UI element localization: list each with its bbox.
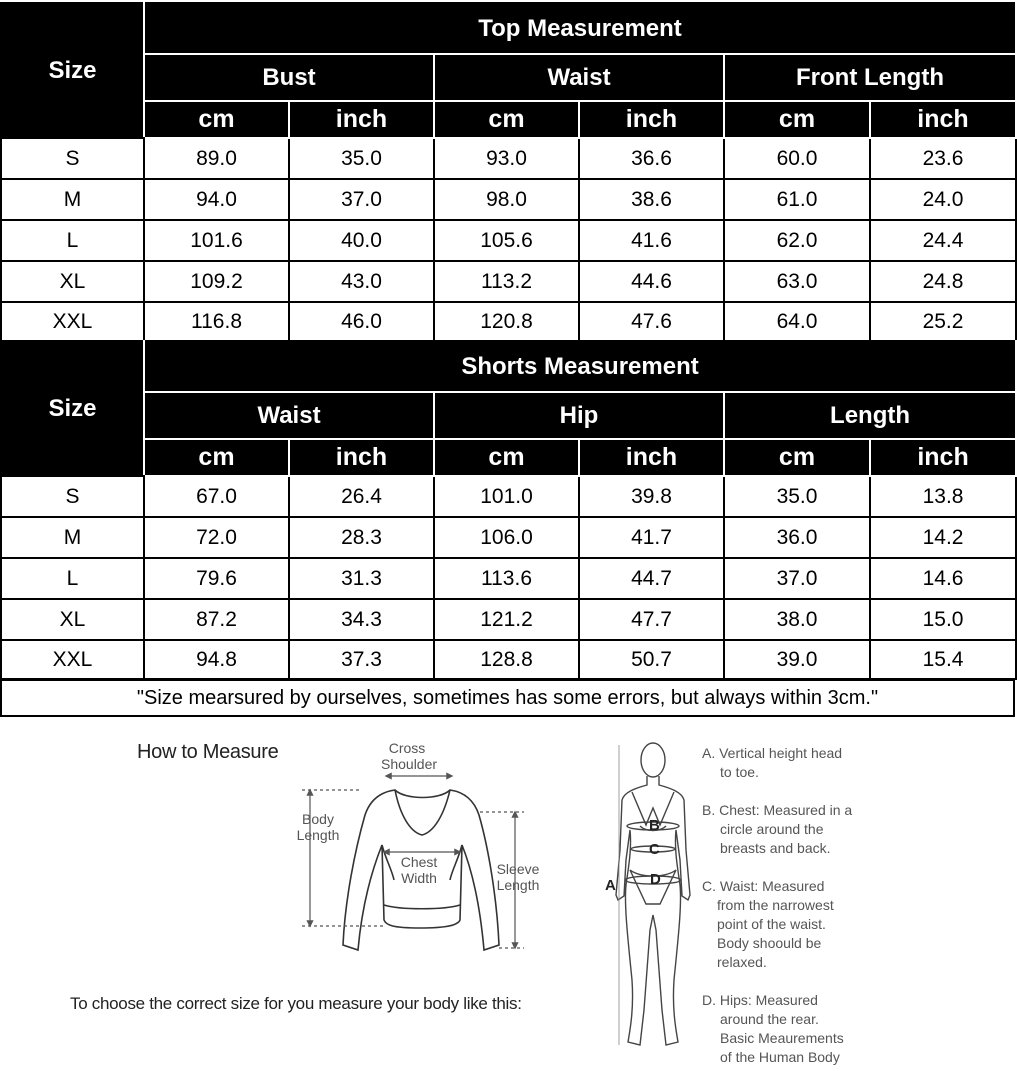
unit-header: cm [144, 439, 289, 476]
marker-d: D [650, 871, 661, 888]
value-cell: 50.7 [579, 640, 724, 679]
value-cell: 94.0 [144, 179, 289, 220]
size-header: Size [1, 3, 144, 138]
value-cell: 36.6 [579, 138, 724, 179]
value-cell: 61.0 [724, 179, 870, 220]
unit-header: cm [724, 439, 870, 476]
group-header-length: Length [724, 392, 1016, 439]
size-cell: L [1, 220, 144, 261]
unit-header: cm [434, 101, 579, 138]
group-header-front-length: Front Length [724, 54, 1016, 101]
size-cell: M [1, 517, 144, 558]
value-cell: 14.2 [870, 517, 1016, 558]
unit-header: inch [289, 101, 434, 138]
value-cell: 37.3 [289, 640, 434, 679]
value-cell: 72.0 [144, 517, 289, 558]
value-cell: 35.0 [289, 138, 434, 179]
value-cell: 128.8 [434, 640, 579, 679]
group-header-bust: Bust [144, 54, 434, 101]
unit-header: inch [289, 439, 434, 476]
value-cell: 35.0 [724, 476, 870, 517]
value-cell: 89.0 [144, 138, 289, 179]
body-length-label: Body Length [296, 811, 340, 843]
value-cell: 15.4 [870, 640, 1016, 679]
value-cell: 44.7 [579, 558, 724, 599]
value-cell: 101.6 [144, 220, 289, 261]
chest-width-label: Chest Width [400, 854, 438, 886]
value-cell: 113.2 [434, 261, 579, 302]
size-cell: M [1, 179, 144, 220]
value-cell: 28.3 [289, 517, 434, 558]
value-cell: 106.0 [434, 517, 579, 558]
value-cell: 109.2 [144, 261, 289, 302]
value-cell: 101.0 [434, 476, 579, 517]
value-cell: 24.4 [870, 220, 1016, 261]
value-cell: 63.0 [724, 261, 870, 302]
value-cell: 60.0 [724, 138, 870, 179]
group-header-waist: Waist [434, 54, 724, 101]
size-cell: S [1, 138, 144, 179]
table-title: Shorts Measurement [144, 341, 1016, 392]
value-cell: 121.2 [434, 599, 579, 640]
how-to-measure-title: How to Measure [137, 741, 279, 763]
value-cell: 38.0 [724, 599, 870, 640]
value-cell: 24.8 [870, 261, 1016, 302]
marker-a: A [605, 877, 616, 894]
unit-header: inch [579, 101, 724, 138]
value-cell: 37.0 [289, 179, 434, 220]
value-cell: 37.0 [724, 558, 870, 599]
size-cell: XL [1, 599, 144, 640]
value-cell: 43.0 [289, 261, 434, 302]
group-header-waist: Waist [144, 392, 434, 439]
value-cell: 64.0 [724, 302, 870, 341]
value-cell: 44.6 [579, 261, 724, 302]
value-cell: 47.7 [579, 599, 724, 640]
head [641, 743, 665, 777]
note-c: C. Waist: Measured from the narrowest point of the waist. Body shoould be relaxed. [702, 878, 834, 970]
value-cell: 41.6 [579, 220, 724, 261]
sweater-hem [384, 905, 460, 909]
value-cell: 31.3 [289, 558, 434, 599]
value-cell: 13.8 [870, 476, 1016, 517]
note-b: B. Chest: Measured in a circle around the breasts and back. [702, 802, 853, 856]
value-cell: 46.0 [289, 302, 434, 341]
marker-b: B [649, 817, 660, 834]
value-cell: 38.6 [579, 179, 724, 220]
value-cell: 105.6 [434, 220, 579, 261]
value-cell: 67.0 [144, 476, 289, 517]
value-cell: 113.6 [434, 558, 579, 599]
value-cell: 62.0 [724, 220, 870, 261]
value-cell: 40.0 [289, 220, 434, 261]
body-figure [616, 743, 690, 1045]
value-cell: 47.6 [579, 302, 724, 341]
size-cell: XL [1, 261, 144, 302]
size-cell: L [1, 558, 144, 599]
table-title: Top Measurement [144, 3, 1016, 54]
value-cell: 87.2 [144, 599, 289, 640]
unit-header: inch [579, 439, 724, 476]
value-cell: 41.7 [579, 517, 724, 558]
group-header-hip: Hip [434, 392, 724, 439]
note-a: A. Vertical height head to toe. [702, 745, 843, 780]
value-cell: 79.6 [144, 558, 289, 599]
size-cell: S [1, 476, 144, 517]
unit-header: cm [434, 439, 579, 476]
size-cell: XXL [1, 640, 144, 679]
value-cell: 116.8 [144, 302, 289, 341]
sleeve-length-label: Sleeve Length [496, 861, 540, 893]
value-cell: 94.8 [144, 640, 289, 679]
value-cell: 15.0 [870, 599, 1016, 640]
cross-shoulder-label: Cross Shoulder [381, 740, 438, 772]
measurement-disclaimer: "Size mearsured by ourselves, sometimes has some errors, but always within 3cm." [0, 679, 1015, 717]
unit-header: cm [144, 101, 289, 138]
note-d: D. Hips: Measured around the rear. Basic Meaurements of the Human Body [702, 992, 844, 1065]
value-cell: 39.8 [579, 476, 724, 517]
instruction-text: To choose the correct size for you measure your body like this: [70, 994, 522, 1013]
marker-c: C [649, 841, 660, 858]
unit-header: cm [724, 101, 870, 138]
unit-header: inch [870, 101, 1016, 138]
size-header: Size [1, 341, 144, 476]
value-cell: 120.8 [434, 302, 579, 341]
value-cell: 26.4 [289, 476, 434, 517]
value-cell: 98.0 [434, 179, 579, 220]
value-cell: 36.0 [724, 517, 870, 558]
value-cell: 24.0 [870, 179, 1016, 220]
value-cell: 34.3 [289, 599, 434, 640]
size-cell: XXL [1, 302, 144, 341]
value-cell: 23.6 [870, 138, 1016, 179]
value-cell: 25.2 [870, 302, 1016, 341]
value-cell: 93.0 [434, 138, 579, 179]
unit-header: inch [870, 439, 1016, 476]
value-cell: 14.6 [870, 558, 1016, 599]
value-cell: 39.0 [724, 640, 870, 679]
